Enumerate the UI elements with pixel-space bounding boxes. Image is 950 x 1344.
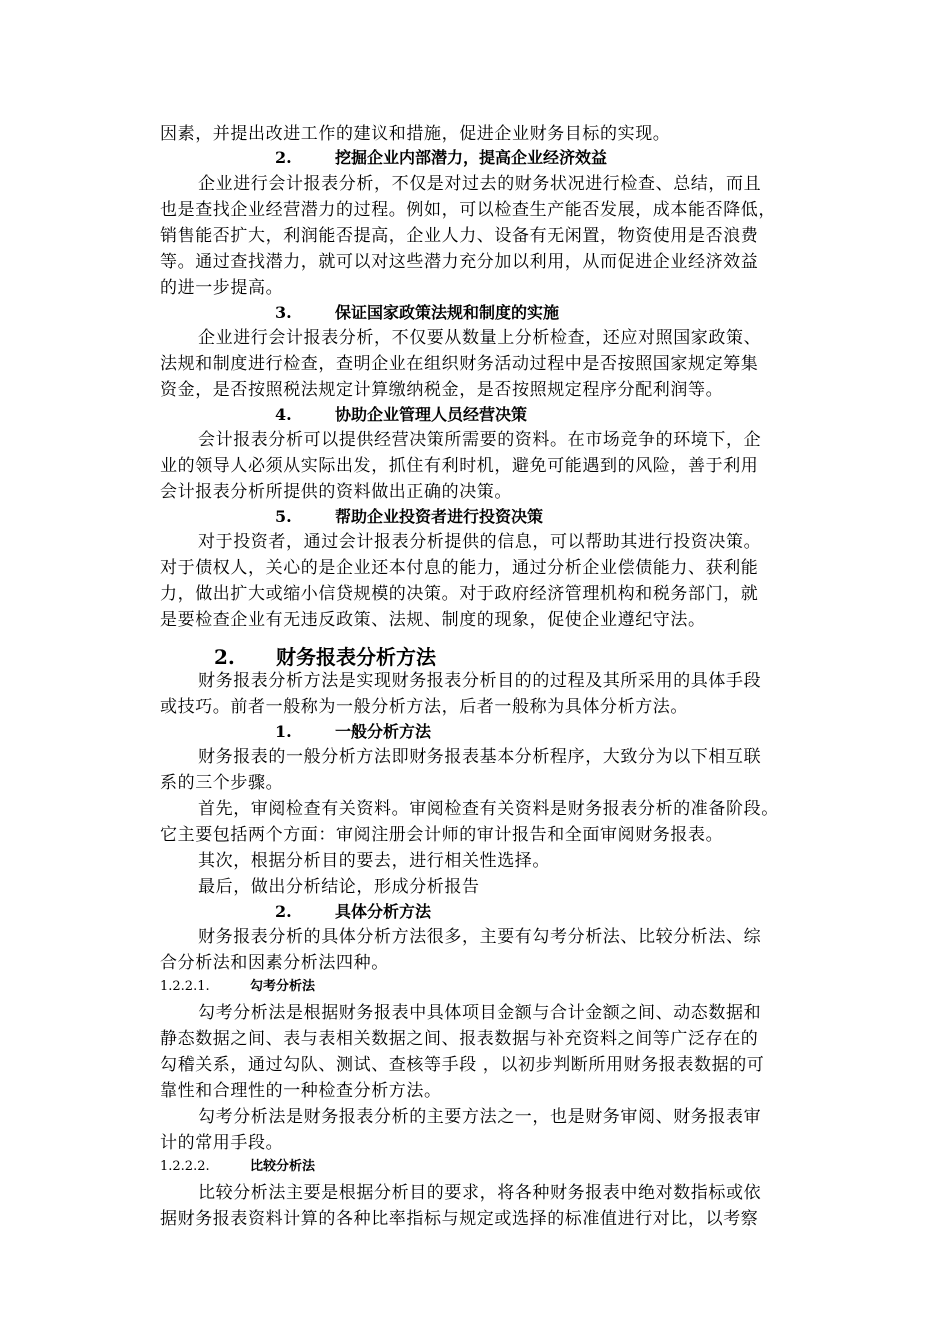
heading-number: 2. [275,902,292,921]
paragraph-line: 首先，审阅检查有关资料。审阅检查有关资料是财务报表分析的准备阶段。 [198,799,779,819]
heading-number: 1.2.2.1. [160,979,210,994]
paragraph-line: 的进一步提高。 [160,278,284,298]
paragraph-line: 企业进行会计报表分析，不仅要从数量上分析检查，还应对照国家政策、 [198,328,762,348]
heading-number: 3. [275,303,292,322]
paragraph-line: 因素，并提出改进工作的建议和措施，促进企业财务目标的实现。 [160,124,671,144]
section-heading [275,301,559,325]
paragraph-line: 勾稽关系，通过勾队、测试、查核等手段 ，以初步判断所用财务报表数据的可 [160,1055,765,1075]
heading-title: 帮助企业投资者进行投资决策 [335,507,544,526]
paragraph-line: 静态数据之间、表与表相关数据之间、报表数据与补充资料之间等广泛存在的 [160,1029,759,1049]
paragraph-line: 其次，根据分析目的要去，进行相关性选择。 [198,851,550,871]
paragraph-line: 比较分析法主要是根据分析目的要求，将各种财务报表中绝对数指标或依 [198,1183,762,1203]
heading-number: 5. [275,507,292,526]
paragraph-line: 或技巧。前者一般称为一般分析方法，后者一般称为具体分析方法。 [160,697,688,717]
paragraph-line: 合分析法和因素分析法四种。 [160,953,389,973]
paragraph-line: 销售能否扩大，利润能否提高，企业人力、设备有无闲置，物资使用是否浪费 [160,226,759,246]
paragraph-line: 资金，是否按照税法规定计算缴纳税金，是否按照规定程序分配利润等。 [160,380,724,400]
paragraph-line: 是要检查企业有无违反政策、法规、制度的现象，促使企业遵纪守法。 [160,610,706,630]
paragraph-line: 靠性和合理性的一种检查分析方法。 [160,1081,442,1101]
section-heading [275,505,543,529]
paragraph-line: 最后，做出分析结论，形成分析报告 [198,877,480,897]
heading-number: 1.2.2.2. [160,1159,210,1174]
paragraph-line: 对于债权人，关心的是企业还本付息的能力，通过分析企业偿债能力、获利能 [160,558,759,578]
heading-number: 2. [214,645,235,669]
section-heading [275,720,431,744]
paragraph-line: 业的领导人必须从实际出发，抓住有利时机，避免可能遇到的风险，善于利用 [160,456,759,476]
heading-number: 1. [275,722,292,741]
heading-title: 财务报表分析方法 [276,645,436,669]
paragraph-line: 法规和制度进行检查，查明企业在组织财务活动过程中是否按照国家规定筹集 [160,354,759,374]
paragraph-line: 企业进行会计报表分析，不仅是对过去的财务状况进行检查、总结，而且 [198,174,762,194]
paragraph-line: 对于投资者，通过会计报表分析提供的信息，可以帮助其进行投资决策。 [198,532,762,552]
paragraph-line: 计的常用手段。 [160,1133,284,1153]
paragraph-line: 财务报表的一般分析方法即财务报表基本分析程序，大致分为以下相互联 [198,747,762,767]
heading-title: 协助企业管理人员经营决策 [335,405,528,424]
paragraph-line: 会计报表分析所提供的资料做出正确的决策。 [160,482,512,502]
paragraph-line: 等。通过查找潜力，就可以对这些潜力充分加以利用，从而促进企业经济效益 [160,252,759,272]
heading-title: 挖掘企业内部潜力，提高企业经济效益 [335,148,608,167]
paragraph-line: 财务报表分析的具体分析方法很多，主要有勾考分析法、比较分析法、综 [198,927,762,947]
heading-number: 4. [275,405,292,424]
section-heading [275,146,607,170]
paragraph-line: 会计报表分析可以提供经营决策所需要的资料。在市场竞争的环境下，企 [198,430,762,450]
paragraph-line: 也是查找企业经营潜力的过程。例如，可以检查生产能否发展，成本能否降低， [160,200,776,220]
paragraph-line: 力，做出扩大或缩小信贷规模的决策。对于政府经济管理机构和税务部门，就 [160,584,759,604]
paragraph-line: 它主要包括两个方面：审阅注册会计师的审计报告和全面审阅财务报表。 [160,825,724,845]
subsection-heading [160,976,315,998]
paragraph-line: 财务报表分析方法是实现财务报表分析目的的过程及其所采用的具体手段 [198,671,762,691]
subsection-heading [160,1156,315,1178]
heading-title: 比较分析法 [250,1159,316,1174]
heading-title: 勾考分析法 [250,979,316,994]
heading-title: 一般分析方法 [335,722,432,741]
paragraph-line: 勾考分析法是财务报表分析的主要方法之一，也是财务审阅、财务报表审 [198,1107,762,1127]
heading-number: 2. [275,148,292,167]
heading-title: 保证国家政策法规和制度的实施 [335,303,560,322]
section-heading [275,403,527,427]
heading-title: 具体分析方法 [335,902,432,921]
paragraph-line: 勾考分析法是根据财务报表中具体项目金额与合计金额之间、动态数据和 [198,1003,762,1023]
paragraph-line: 系的三个步骤。 [160,773,284,793]
section-heading [275,900,431,924]
paragraph-line: 据财务报表资料计算的各种比率指标与规定或选择的标准值进行对比，以考察 [160,1209,759,1229]
